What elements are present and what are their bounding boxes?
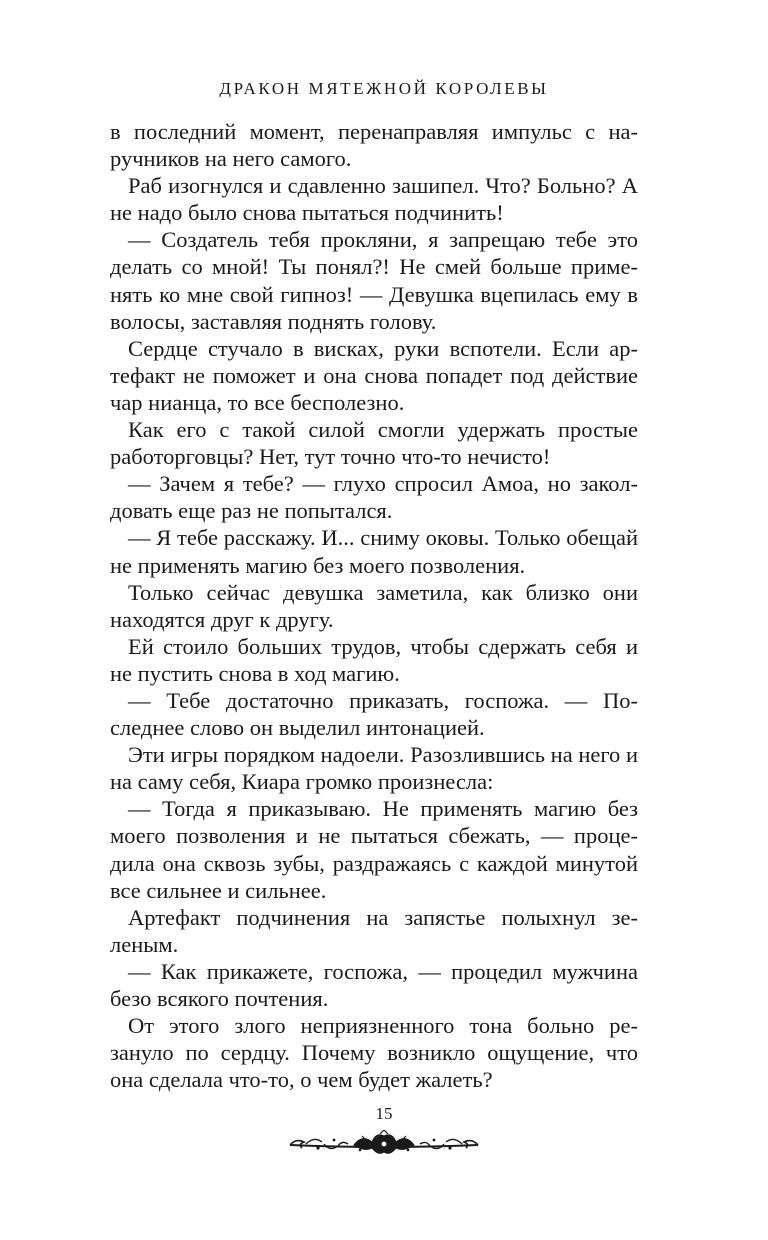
paragraph: — Тебе достаточно приказать, госпожа. — Последнее слово он выделил интонацией. <box>110 687 638 741</box>
paragraph: — Я тебе расскажу. И... сниму оковы. Только обещай не применять магию без моего позволения. <box>110 525 638 578</box>
paragraph: Раб изогнулся и сдавленно зашипел. Что? Больно? А не надо было снова пытаться подчинить! <box>110 173 638 226</box>
running-title: ДРАКОН МЯТЕЖНОЙ КОРОЛЕВЫ <box>219 79 549 98</box>
paragraph: — Создатель тебя прокляни, я запрещаю тебе это делать со мной! Ты понял?! Не смей больше применять ко мне свой гипноз! — Девушка вцепилась ему в волосы, заставляя поднять голову. <box>110 227 638 334</box>
paragraph: От этого злого неприязненного тона больно резануло по сердцу. Почему возникло ощущение, что она сделала что-то, о чем будет жалеть? <box>110 1013 638 1093</box>
paragraph: Как его с такой силой смогли удержать простые работорговцы? Нет, тут точно что-то нечисто! <box>110 417 638 470</box>
paragraph: — Зачем я тебе? — глухо спросил Амоа, но заколдовать еще раз не попытался. <box>110 471 638 524</box>
page-number: 15 <box>375 1104 393 1123</box>
body-text <box>110 118 638 1093</box>
paragraph: — Как прикажете, госпожа, — процедил мужчина безо всякого почтения. <box>110 958 638 1011</box>
paragraph: Артефакт подчинения на запястье полыхнул зеленым. <box>110 904 638 957</box>
paragraph: в последний момент, перенаправляя импульс с наручников на него самого. <box>110 119 638 172</box>
paragraph: Сердце стучало в висках, руки вспотели. Если артефакт не поможет и она снова попадет под действие чар нианца, то все бесполезно. <box>110 335 638 415</box>
paragraph: Ей стоило больших трудов, чтобы сдержать себя и не пустить снова в ход магию. <box>110 633 638 686</box>
decorative-vignette-icon <box>284 1130 484 1158</box>
paragraph: Только сейчас девушка заметила, как близко они находятся друг к другу. <box>110 579 638 632</box>
paragraph: — Тогда я приказываю. Не применять магию без моего позволения и не пытаться сбежать, — процедила она сквозь зубы, раздражаясь с каждой минутой все сильнее и сильнее. <box>110 796 638 903</box>
paragraph: Эти игры порядком надоели. Разозлившись на него и на саму себя, Киара громко произнесла: <box>110 742 638 795</box>
